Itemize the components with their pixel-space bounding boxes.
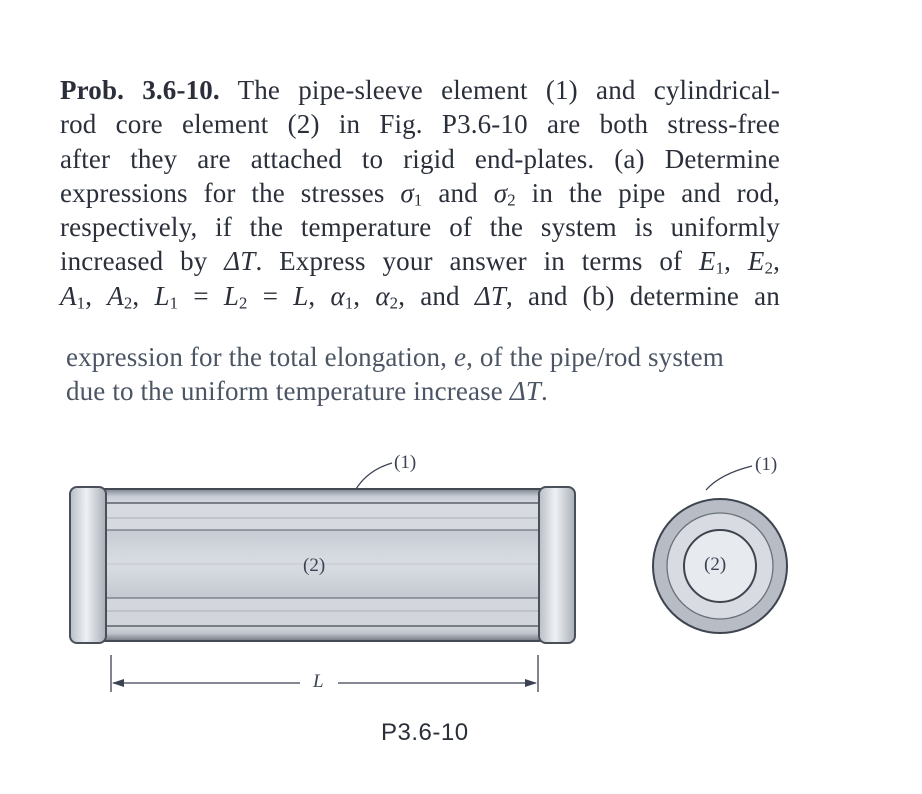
problem-line-2: rod core element (2) in Fig. P3.6-10 are both stress-free <box>60 109 780 140</box>
figure-caption: P3.6-10 <box>381 719 469 746</box>
problem-line-3: after they are attached to rigid end-plates. (a) Determine <box>60 143 780 174</box>
pipe-leader-line <box>356 463 392 489</box>
pipe-label-side: (1) <box>394 452 417 473</box>
problem-line-6: increased by ΔT. Express your answer in terms of $E_1$, $E_2$, <box>60 246 780 279</box>
problem-line-1: Prob. 3.6-10. The pipe-sleeve element (1) and cylindrical- <box>60 75 780 105</box>
problem-line-7: $A_1$, $A_2$, $L_1 = L_2 = L$, $\alpha_1$, $\alpha_2$, and ΔT, and (b) determine an <box>60 280 780 313</box>
continuation-line-2: due to the uniform temperature increase ΔT. <box>66 376 548 407</box>
problem-number: Prob. 3.6-10. <box>60 75 220 105</box>
problem-line-5: respectively, if the temperature of the system is uniformly <box>60 212 780 243</box>
right-end-plate <box>539 487 575 643</box>
rod-label-side: (2) <box>303 555 326 576</box>
length-dimension <box>111 655 538 692</box>
problem-line-4: expressions for the stresses $\sigma_1$ and $\sigma_2$ in the pipe and rod, <box>60 177 780 210</box>
length-label: L <box>313 671 324 692</box>
continuation-line-1: expression for the total elongation, e, of the pipe/rod system <box>66 342 724 372</box>
rod-label-section: (2) <box>704 554 727 575</box>
pipe-label-section: (1) <box>755 454 778 475</box>
left-end-plate <box>70 487 106 643</box>
section-leader-line <box>706 466 752 490</box>
